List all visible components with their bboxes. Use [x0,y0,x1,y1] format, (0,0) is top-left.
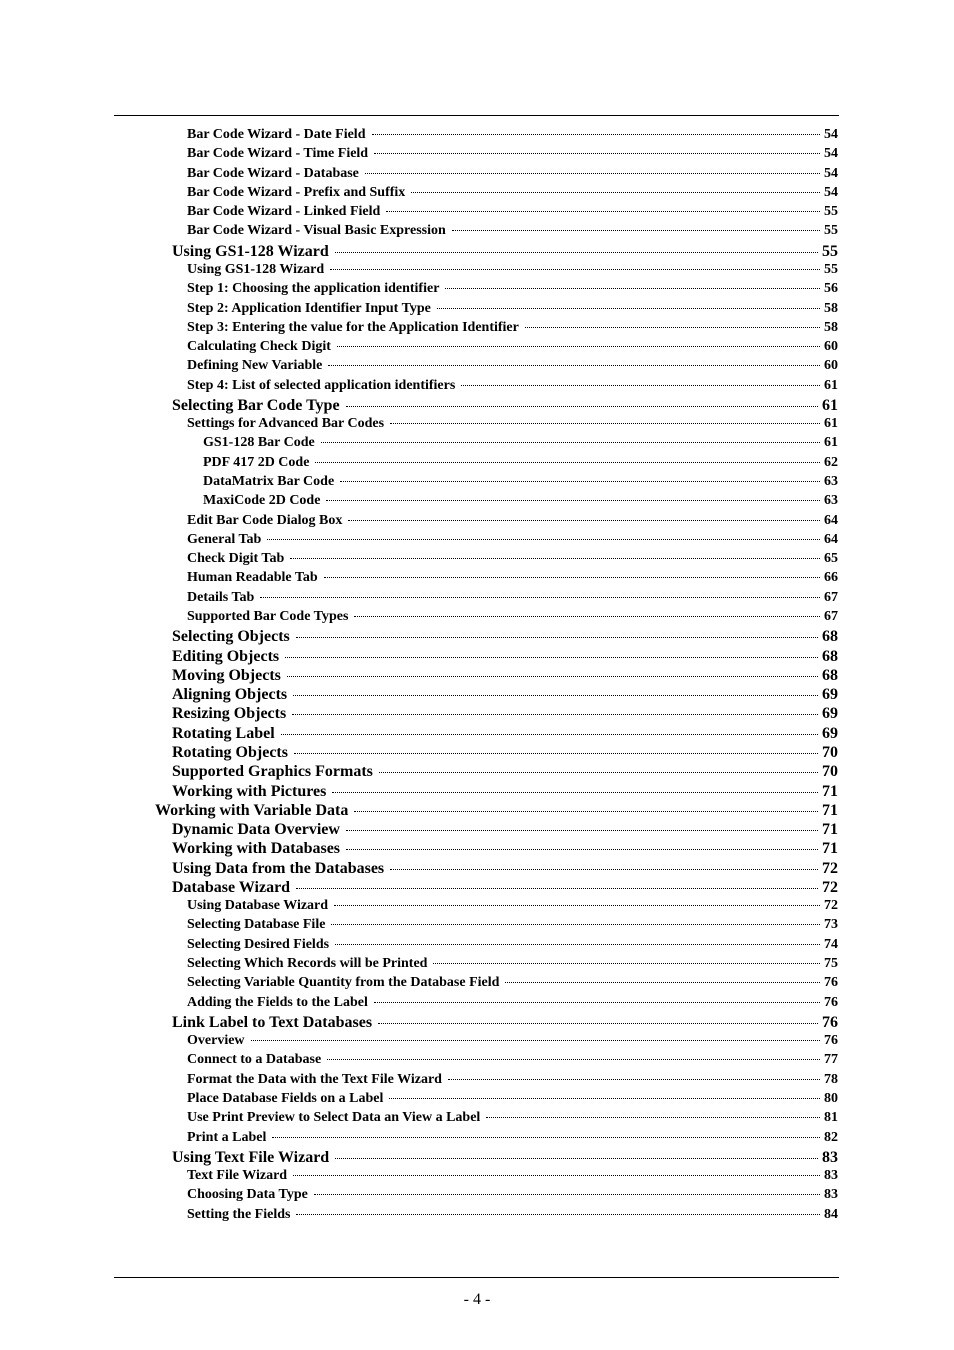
toc-entry-title: Working with Databases [172,840,341,858]
toc-entry-page: 76 [824,1033,838,1049]
toc-entry-page: 70 [822,763,838,781]
toc-entry[interactable] [187,1130,838,1149]
toc-entry-title: Supported Bar Code Types [187,609,349,624]
toc-leader-dots [334,905,820,906]
toc-leader-dots [365,173,820,174]
toc-entry-title: Bar Code Wizard - Date Field [187,127,366,142]
toc-leader-dots [486,1117,820,1118]
toc-entry[interactable] [172,763,838,782]
toc-entry-page: 76 [824,975,838,991]
toc-entry-page: 69 [822,724,838,742]
toc-entry[interactable] [172,628,838,647]
toc-leader-dots [324,577,820,578]
toc-entry-page: 63 [824,493,838,509]
toc-entry-page: 60 [824,358,838,374]
toc-leader-dots [437,308,820,309]
toc-entry[interactable] [187,1110,838,1129]
toc-entry[interactable] [187,223,838,242]
toc-entry-title: Database Wizard [172,878,291,896]
toc-entry[interactable] [172,840,838,859]
toc-entry-page: 76 [824,994,838,1010]
toc-entry-title: Selecting Database File [187,917,326,933]
toc-entry[interactable] [187,1168,838,1187]
toc-leader-dots [445,288,820,289]
toc-entry[interactable] [172,879,838,898]
toc-leader-dots [251,1040,820,1041]
toc-entry-page: 54 [824,165,838,181]
toc-leader-dots [335,252,818,253]
toc-entry[interactable] [172,1014,838,1033]
toc-entry-title: Bar Code Wizard - Database [187,165,359,181]
toc-entry-title: Using Text File Wizard [172,1148,330,1166]
toc-entry-page: 83 [824,1168,838,1184]
toc-entry[interactable] [187,127,838,146]
toc-entry[interactable] [187,262,838,281]
toc-leader-dots [321,442,820,443]
toc-entry-page: 66 [824,570,838,586]
toc-entry-page: 71 [822,840,838,858]
toc-entry[interactable] [187,378,838,397]
toc-entry-title: Bar Code Wizard - Linked Field [187,204,381,220]
toc-entry-title: Selecting Desired Fields [187,936,330,952]
toc-entry-title: Selecting Objects [172,628,290,646]
toc-entry-title: Settings for Advanced Bar Codes [187,416,385,432]
toc-entry-title: MaxiCode 2D Code [203,493,321,509]
toc-entry-title: General Tab [187,531,262,547]
toc-entry-title: DataMatrix Bar Code [203,474,335,490]
toc-entry-title: Print a Label [187,1129,267,1145]
toc-entry[interactable] [172,821,838,840]
toc-entry-title: Details Tab [187,589,255,605]
toc-entry-page: 69 [822,705,838,723]
toc-leader-dots [461,385,820,386]
toc-leader-dots [272,1137,820,1138]
toc-leader-dots [389,1098,820,1099]
toc-leader-dots [452,230,820,231]
toc-entry-page: 80 [824,1091,838,1106]
toc-entry[interactable] [187,1033,838,1052]
toc-leader-dots [346,830,818,831]
toc-entry[interactable] [187,1052,838,1071]
toc-leader-dots [379,772,818,773]
toc-leader-dots [332,792,818,793]
toc-leader-dots [293,695,818,696]
toc-entry-page: 61 [822,396,838,414]
toc-entry-page: 68 [822,628,838,646]
toc-leader-dots [337,346,820,347]
toc-leader-dots [287,676,818,677]
toc-entry[interactable] [187,917,838,936]
toc-entry[interactable] [187,590,838,609]
toc-entry-title: Choosing Data Type [187,1187,308,1203]
toc-leader-dots [314,1194,820,1195]
toc-entry-page: 64 [824,512,838,528]
toc-leader-dots [348,520,820,521]
toc-entry-title: Bar Code Wizard - Visual Basic Expression [187,223,446,239]
toc-entry-page: 55 [822,242,838,260]
toc-entry-title: Using GS1-128 Wizard [187,261,325,277]
toc-entry-title: Working with Pictures [172,782,327,800]
toc-entry[interactable] [172,243,838,262]
toc-entry[interactable] [187,416,838,435]
toc-entry-page: 78 [824,1071,838,1087]
toc-leader-dots [331,924,820,925]
toc-leader-dots [294,753,818,754]
toc-entry[interactable] [203,455,838,474]
toc-entry-page: 64 [824,531,838,547]
toc-entry-title: Place Database Fields on a Label [187,1091,384,1106]
toc-entry-title: Text File Wizard [187,1168,288,1184]
toc-leader-dots [335,944,820,945]
toc-entry-title: Human Readable Tab [187,570,318,586]
toc-entry[interactable] [187,609,838,628]
toc-entry-page: 69 [822,686,838,704]
toc-entry-page: 76 [822,1013,838,1031]
toc-leader-dots [411,192,820,193]
toc-entry-title: Defining New Variable [187,358,323,374]
toc-entry-title: Step 4: List of selected application identifiers [187,377,456,393]
toc-leader-dots [354,616,820,617]
toc-entry-title: Editing Objects [172,647,280,665]
toc-entry-page: 75 [824,956,838,972]
toc-entry[interactable] [187,995,838,1014]
toc-entry[interactable] [172,397,838,416]
toc-entry-title: Overview [187,1033,245,1049]
header-rule [114,115,839,116]
toc-entry-title: Step 1: Choosing the application identifier [187,281,440,297]
toc-entry-page: 71 [822,821,838,839]
toc-leader-dots [260,597,820,598]
footer-rule [114,1277,839,1278]
toc-leader-dots [293,1175,820,1176]
toc-entry[interactable] [187,146,838,165]
toc-entry-page: 55 [824,223,838,239]
toc-entry[interactable] [203,474,838,493]
toc-entry[interactable] [187,281,838,300]
toc-entry-page: 72 [822,859,838,877]
toc-leader-dots [390,869,818,870]
toc-entry-title: PDF 417 2D Code [203,454,310,470]
toc-entry-page: 72 [822,878,838,896]
toc-entry-title: Rotating Label [172,724,275,742]
toc-entry[interactable] [203,493,838,512]
toc-leader-dots [346,849,818,850]
toc-entry-title: Bar Code Wizard - Prefix and Suffix [187,184,406,200]
toc-entry[interactable] [172,648,838,667]
toc-entry-page: 55 [824,204,838,220]
toc-leader-dots [505,982,820,983]
toc-entry[interactable] [187,204,838,223]
toc-entry-page: 61 [824,416,838,432]
toc-entry-page: 61 [824,435,838,451]
toc-entry-page: 55 [824,261,838,277]
toc-entry-page: 77 [824,1052,838,1068]
toc-leader-dots [346,406,818,407]
toc-entry-page: 54 [824,184,838,200]
toc-leader-dots [285,657,818,658]
toc-entry[interactable] [187,301,838,320]
toc-leader-dots [390,423,820,424]
toc-leader-dots [340,481,820,482]
toc-entry-title: Adding the Fields to the Label [187,994,368,1010]
toc-entry-title: Setting the Fields [187,1206,291,1222]
toc-leader-dots [330,269,820,270]
toc-entry[interactable] [187,975,838,994]
toc-entry-page: 83 [824,1187,838,1203]
toc-entry-page: 73 [824,917,838,933]
toc-leader-dots [281,734,818,735]
toc-leader-dots [296,888,818,889]
toc-entry-title: Using GS1-128 Wizard [172,242,329,260]
toc-entry[interactable] [187,570,838,589]
toc-entry-title: GS1-128 Bar Code [203,435,315,451]
toc-entry[interactable] [172,705,838,724]
toc-entry-page: 67 [824,609,838,624]
toc-leader-dots [296,637,818,638]
toc-leader-dots [378,1023,818,1024]
toc-entry-title: Using Database Wizard [187,898,329,914]
toc-leader-dots [326,500,820,501]
toc-entry[interactable] [187,185,838,204]
toc-entry[interactable] [172,686,838,705]
toc-entry-page: 60 [824,339,838,355]
toc-entry[interactable] [187,1207,838,1226]
toc-entry-page: 56 [824,281,838,297]
toc-leader-dots [328,365,820,366]
toc-leader-dots [374,153,820,154]
toc-entry-title: Using Data from the Databases [172,859,385,877]
toc-entry-page: 63 [824,474,838,490]
toc-leader-dots [327,1059,820,1060]
toc-entry-title: Bar Code Wizard - Time Field [187,146,369,162]
toc-entry-title: Dynamic Data Overview [172,821,340,839]
toc-entry[interactable] [172,725,838,744]
toc-entry[interactable] [187,1091,838,1110]
toc-entry-title: Aligning Objects [172,686,288,704]
toc-entry-page: 68 [822,666,838,684]
toc-entry-page: 61 [824,377,838,393]
toc-entry-page: 83 [822,1148,838,1166]
toc-leader-dots [296,1214,820,1215]
toc-entry-page: 84 [824,1206,838,1222]
toc-leader-dots [335,1158,818,1159]
toc-entry-title: Connect to a Database [187,1052,322,1068]
toc-leader-dots [374,1002,820,1003]
toc-leader-dots [525,327,820,328]
toc-entry-title: Selecting Variable Quantity from the Database Field [187,975,500,991]
toc-entry-title: Selecting Bar Code Type [172,396,340,414]
toc-entry-page: 68 [822,647,838,665]
toc-entry[interactable] [187,320,838,339]
toc-entry-title: Resizing Objects [172,705,287,723]
toc-entry-page: 81 [824,1110,838,1126]
toc-entry-page: 71 [822,782,838,800]
toc-entry-title: Edit Bar Code Dialog Box [187,512,343,528]
toc-entry[interactable] [187,898,838,917]
toc-entry[interactable] [172,744,838,763]
toc-leader-dots [372,134,821,135]
toc-entry-title: Use Print Preview to Select Data an View a Label [187,1110,481,1126]
page-number: - 4 - [463,1291,491,1308]
toc-entry[interactable] [172,860,838,879]
toc-leader-dots [354,811,818,812]
toc-leader-dots [290,558,820,559]
toc-entry-title: Selecting Which Records will be Printed [187,956,428,972]
toc-entry-page: 58 [824,319,838,335]
toc-entry[interactable] [172,1149,838,1168]
toc-entry[interactable] [187,1072,838,1091]
toc-entry-page: 54 [824,146,838,162]
toc-leader-dots [292,714,818,715]
toc-entry-title: Rotating Objects [172,743,288,761]
toc-entry[interactable] [187,532,838,551]
toc-entry[interactable] [172,783,838,802]
toc-entry-page: 72 [824,898,838,914]
toc-entry[interactable] [187,166,838,185]
toc-entry-title: Working with Variable Data [155,801,349,819]
toc-entry[interactable] [187,358,838,377]
toc-leader-dots [448,1079,820,1080]
toc-entry-title: Format the Data with the Text File Wizard [187,1071,442,1087]
toc-entry-page: 70 [822,743,838,761]
toc-entry-page: 58 [824,300,838,316]
toc-entry-title: Check Digit Tab [187,551,285,567]
toc-entry[interactable] [187,339,838,358]
toc-entry-page: 71 [822,801,838,819]
toc-entry-title: Supported Graphics Formats [172,763,373,781]
toc-entry[interactable] [155,802,838,821]
toc-entry-page: 67 [824,589,838,605]
toc-entry-title: Link Label to Text Databases [172,1013,373,1031]
toc-leader-dots [267,539,820,540]
toc-entry[interactable] [187,513,838,532]
toc-entry[interactable] [187,937,838,956]
toc-leader-dots [433,963,820,964]
toc-entry-page: 82 [824,1129,838,1145]
toc-entry[interactable] [187,1187,838,1206]
toc-entry[interactable] [172,667,838,686]
toc-entry-title: Step 3: Entering the value for the Application Identifier [187,319,519,335]
toc-entry[interactable] [203,435,838,454]
toc-leader-dots [386,211,820,212]
toc-entry-page: 54 [824,127,838,142]
toc-entry-title: Step 2: Application Identifier Input Type [187,300,431,316]
toc-entry[interactable] [187,551,838,570]
toc-entry[interactable] [187,956,838,975]
toc-leader-dots [315,462,820,463]
toc-entry-title: Calculating Check Digit [187,339,331,355]
toc-entry-title: Moving Objects [172,666,281,684]
toc-entry-page: 62 [824,454,838,470]
toc-entry-page: 65 [824,551,838,567]
toc-entry-page: 74 [824,936,838,952]
